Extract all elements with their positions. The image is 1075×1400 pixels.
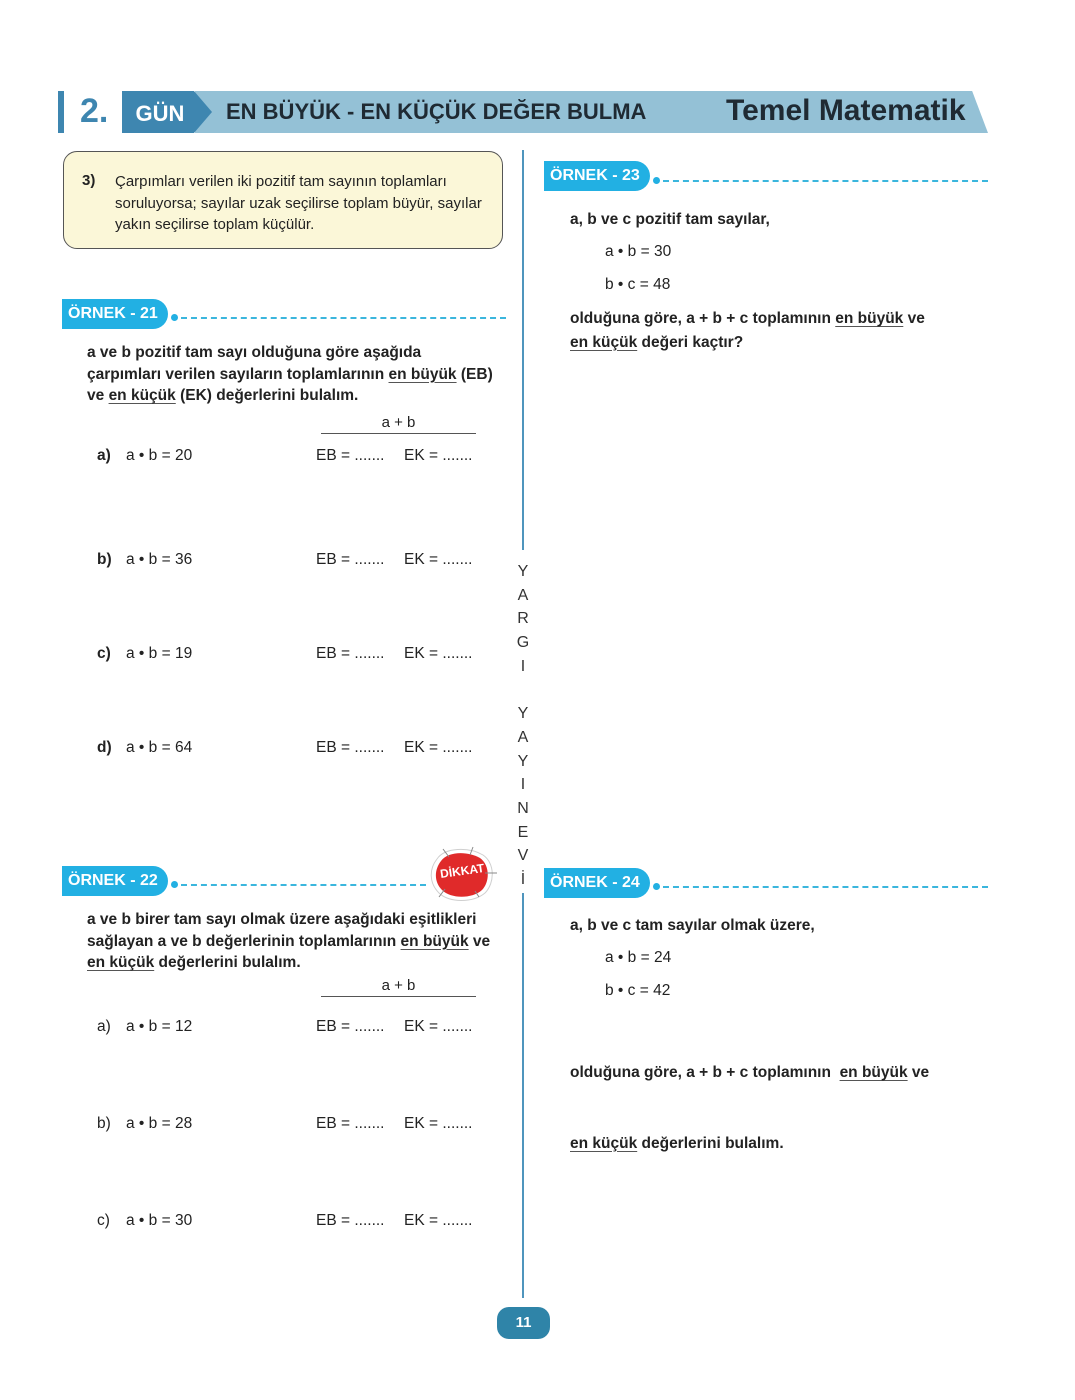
ek-blank: EK = .......: [404, 1115, 473, 1132]
underlined-text: en küçük: [87, 954, 155, 971]
dashed-separator: [181, 884, 426, 886]
publisher-letter: I: [520, 657, 526, 675]
ek-blank: EK = .......: [404, 551, 473, 568]
eb-blank: EB = .......: [316, 739, 385, 756]
given-equation: a • b = 30: [605, 243, 672, 260]
text: çarpımları verilen sayıların toplamlarının: [87, 365, 389, 383]
underlined-text: en büyük: [839, 1064, 908, 1081]
example-21-statement: [87, 342, 507, 407]
rule-text: Çarpımları verilen iki pozitif tam sayının toplamları soruluyorsa; sayılar uzak seçilirse toplam büyür, sayılar yakın seçilirse toplam küçülür.: [115, 173, 482, 233]
row-label: d): [97, 739, 112, 756]
dashed-line-dot: [653, 177, 660, 184]
example-23-tag: ÖRNEK - 23: [544, 161, 650, 191]
text: değerlerini bulalım.: [637, 1134, 784, 1152]
row-label: a): [97, 447, 111, 464]
text: sağlayan a ve b değerlerinin toplamlarının: [87, 932, 401, 950]
row-label: c): [97, 1212, 110, 1229]
underlined-text: en büyük: [835, 310, 904, 327]
text: ve: [907, 1064, 930, 1081]
example-22-statement: [87, 909, 512, 974]
publisher-letter: Y: [517, 752, 529, 770]
question-line: [570, 1132, 990, 1156]
dashed-line-dot: [171, 314, 178, 321]
text: olduğuna göre, a + b + c toplamının: [570, 310, 836, 327]
row-label: b): [97, 551, 112, 568]
day-label: GÜN: [135, 101, 185, 126]
given-equation: b • c = 42: [605, 982, 671, 999]
example-24-intro: a, b ve c tam sayılar olmak üzere,: [570, 917, 815, 934]
underlined-text: en büyük: [388, 365, 457, 383]
row-label: a): [97, 1018, 111, 1035]
dashed-separator: [663, 886, 988, 888]
publisher-letter: A: [517, 586, 529, 604]
row-label: c): [97, 645, 111, 662]
publisher-letter: E: [517, 823, 529, 841]
underlined-text: en küçük: [108, 387, 176, 404]
exercise-row: [97, 1018, 487, 1040]
dashed-line-dot: [171, 881, 178, 888]
row-label: b): [97, 1115, 111, 1132]
publisher-letter: A: [517, 728, 529, 746]
text: (EB): [456, 365, 493, 383]
given-equation: a • b = 24: [605, 949, 672, 966]
eb-blank: EB = .......: [316, 645, 385, 662]
example-21-tag: ÖRNEK - 21: [62, 299, 168, 329]
text: olduğuna göre, a + b + c toplamının: [570, 1064, 840, 1081]
publisher-letter: İ: [520, 871, 526, 889]
eb-blank: EB = .......: [316, 447, 385, 464]
publisher-letter: N: [517, 800, 529, 818]
ek-blank: EK = .......: [404, 447, 473, 464]
topic-title: EN BÜYÜK - EN KÜÇÜK DEĞER BULMA: [226, 99, 647, 124]
statement-line: [87, 385, 507, 407]
publisher-vertical-text: [512, 560, 534, 892]
text: değerlerini bulalım.: [154, 954, 301, 971]
example-23-question: [570, 307, 990, 354]
exercise-row: [97, 1115, 487, 1137]
ek-blank: EK = .......: [404, 1018, 473, 1035]
text: değeri kaçtır?: [637, 333, 744, 351]
text: (EK) değerlerini bulalım.: [175, 387, 359, 404]
eb-blank: EB = .......: [316, 1212, 385, 1229]
statement-line: a ve b pozitif tam sayı olduğuna göre aşağıda: [87, 344, 422, 361]
statement-line: [87, 364, 507, 386]
ek-blank: EK = .......: [404, 645, 473, 662]
question-line: [570, 331, 990, 355]
question-line: [570, 307, 990, 331]
publisher-letter: I: [520, 776, 526, 794]
day-number: 2.: [80, 92, 109, 130]
example-23-intro: a, b ve c pozitif tam sayılar,: [570, 211, 770, 228]
publisher-letter-gap: [512, 679, 534, 703]
dashed-line-dot: [653, 883, 660, 890]
example-22-tag: ÖRNEK - 22: [62, 866, 168, 896]
question-line: [570, 1061, 990, 1085]
statement-line: [87, 931, 512, 953]
dashed-separator: [181, 317, 506, 319]
sum-column-header: a + b: [321, 977, 476, 997]
exercise-row: [97, 645, 487, 667]
subject-title: Temel Matematik: [726, 94, 966, 127]
given-equation: b • c = 48: [605, 276, 671, 293]
header-accent-bar: [58, 91, 64, 133]
text: ve: [903, 310, 925, 327]
underlined-text: en küçük: [570, 1134, 638, 1152]
underlined-text: en küçük: [570, 333, 638, 351]
eb-blank: EB = .......: [316, 1115, 385, 1132]
row-equation: a • b = 64: [126, 739, 193, 756]
row-equation: a • b = 28: [126, 1115, 193, 1132]
rule-number: 3): [82, 172, 96, 189]
publisher-letter: Y: [517, 705, 529, 723]
eb-blank: EB = .......: [316, 551, 385, 568]
publisher-letter: V: [517, 847, 529, 865]
column-divider-bottom: [522, 893, 524, 1298]
statement-line: [87, 952, 512, 974]
statement-line: a ve b birer tam sayı olmak üzere aşağıdaki eşitlikleri: [87, 911, 477, 928]
rule-box: [63, 151, 503, 249]
ek-blank: EK = .......: [404, 739, 473, 756]
ek-blank: EK = .......: [404, 1212, 473, 1229]
example-24-question: [570, 1014, 990, 1179]
text: ve: [87, 387, 109, 404]
exercise-row: [97, 739, 487, 761]
attention-badge-label: DİKKAT: [439, 860, 486, 882]
row-equation: a • b = 19: [126, 645, 193, 662]
dashed-separator: [663, 180, 988, 182]
publisher-letter: Y: [517, 563, 529, 580]
row-equation: a • b = 30: [126, 1212, 193, 1229]
example-24-tag: ÖRNEK - 24: [544, 868, 650, 898]
exercise-row: [97, 551, 487, 573]
row-equation: a • b = 36: [126, 551, 193, 568]
sum-column-header: a + b: [321, 414, 476, 434]
row-equation: a • b = 20: [126, 447, 193, 464]
exercise-row: [97, 1212, 487, 1234]
column-divider-top: [522, 150, 524, 550]
publisher-letter: G: [516, 634, 530, 652]
text: ve: [468, 932, 491, 950]
eb-blank: EB = .......: [316, 1018, 385, 1035]
row-equation: a • b = 12: [126, 1018, 193, 1035]
underlined-text: en büyük: [400, 932, 469, 950]
publisher-letter: R: [517, 610, 529, 628]
exercise-row: [97, 447, 487, 469]
page-number: 11: [497, 1307, 550, 1339]
